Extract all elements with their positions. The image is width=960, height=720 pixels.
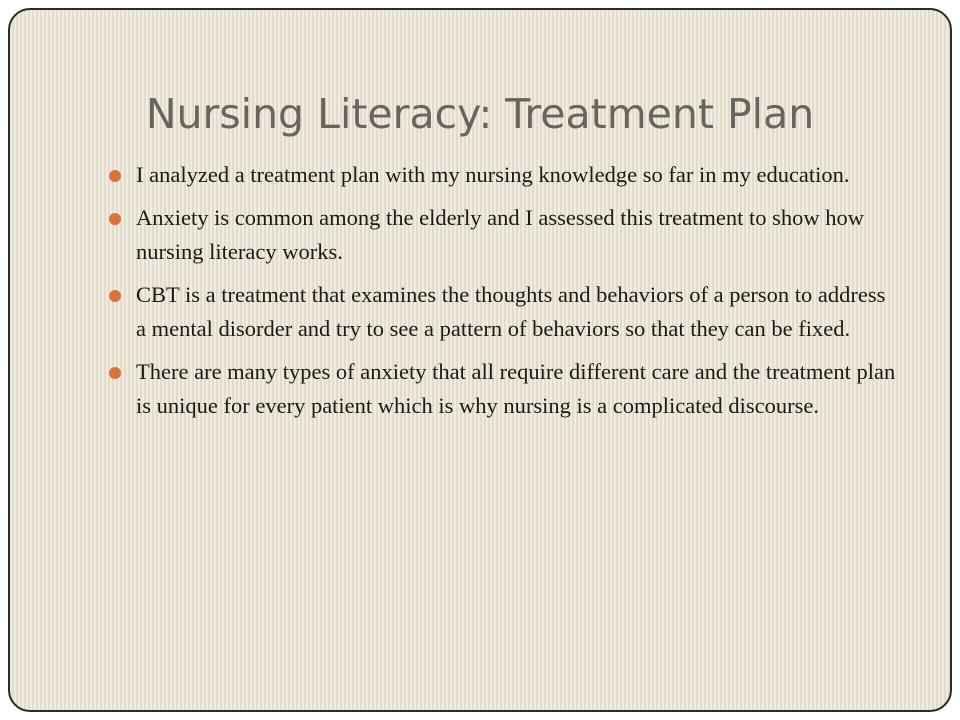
bullet-text: I analyzed a treatment plan with my nursing knowledge so far in my education. [136,162,850,187]
bullet-list [106,158,896,432]
bullet-dot-icon [109,213,121,225]
bullet-item [106,158,896,192]
bullet-item [106,355,896,423]
slide [8,8,952,712]
bullet-text: CBT is a treatment that examines the thoughts and behaviors of a person to address a mental disorder and try to see a pattern of behaviors so that they can be fixed. [136,282,886,341]
bullet-dot-icon [109,367,121,379]
bullet-item [106,278,896,346]
bullet-text: Anxiety is common among the elderly and I assessed this treatment to show how nursing literacy works. [136,205,864,264]
bullet-dot-icon [109,290,121,302]
bullet-dot-icon [109,170,121,182]
bullet-text: There are many types of anxiety that all require different care and the treatment plan is unique for every patient which is why nursing is a complicated discourse. [136,359,896,418]
bullet-item [106,201,896,269]
slide-title: Nursing Literacy: Treatment Plan [145,90,815,138]
